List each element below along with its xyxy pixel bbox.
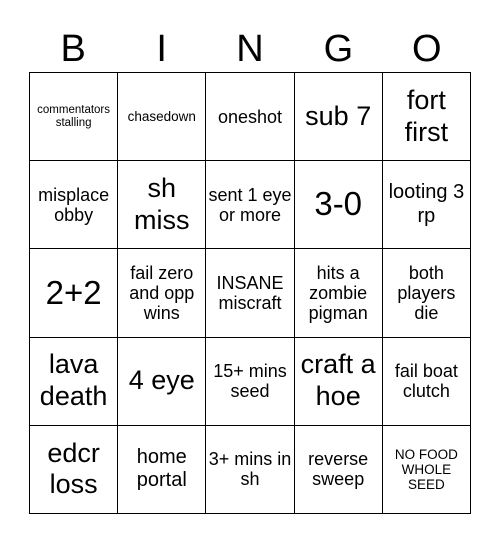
bingo-cell[interactable]: fail boat clutch — [383, 338, 471, 426]
header-letter-g: G — [323, 27, 354, 70]
bingo-cell[interactable]: 4 eye — [118, 338, 206, 426]
header-letter-b: B — [60, 27, 86, 70]
bingo-cell[interactable]: hits a zombie pigman — [295, 249, 383, 337]
bingo-cell[interactable]: sub 7 — [295, 73, 383, 161]
bingo-cell[interactable]: home portal — [118, 426, 206, 514]
bingo-cell[interactable]: fail zero and opp wins — [118, 249, 206, 337]
header-letter-n: N — [236, 27, 264, 70]
bingo-cell[interactable]: lava death — [30, 338, 118, 426]
bingo-cell[interactable]: both players die — [383, 249, 471, 337]
bingo-cell[interactable]: oneshot — [206, 73, 294, 161]
bingo-cell[interactable]: 2+2 — [30, 249, 118, 337]
bingo-cell[interactable]: craft a hoe — [295, 338, 383, 426]
bingo-cell[interactable]: NO FOOD WHOLE SEED — [383, 426, 471, 514]
bingo-cell[interactable]: sh miss — [118, 161, 206, 249]
header-letter-o: O — [412, 27, 442, 70]
bingo-cell[interactable]: misplace obby — [30, 161, 118, 249]
bingo-cell[interactable]: 3-0 — [295, 161, 383, 249]
bingo-cell[interactable]: edcr loss — [30, 426, 118, 514]
bingo-header — [29, 26, 471, 72]
bingo-cell[interactable]: reverse sweep — [295, 426, 383, 514]
bingo-cell[interactable]: looting 3 rp — [383, 161, 471, 249]
bingo-cell[interactable]: 3+ mins in sh — [206, 426, 294, 514]
bingo-cell[interactable]: INSANE miscraft — [206, 249, 294, 337]
bingo-cell[interactable]: 15+ mins seed — [206, 338, 294, 426]
bingo-cell[interactable]: commentators stalling — [30, 73, 118, 161]
bingo-grid — [29, 72, 471, 514]
bingo-cell[interactable]: chasedown — [118, 73, 206, 161]
bingo-cell[interactable]: fort first — [383, 73, 471, 161]
bingo-cell[interactable]: sent 1 eye or more — [206, 161, 294, 249]
header-letter-i: I — [156, 27, 167, 70]
